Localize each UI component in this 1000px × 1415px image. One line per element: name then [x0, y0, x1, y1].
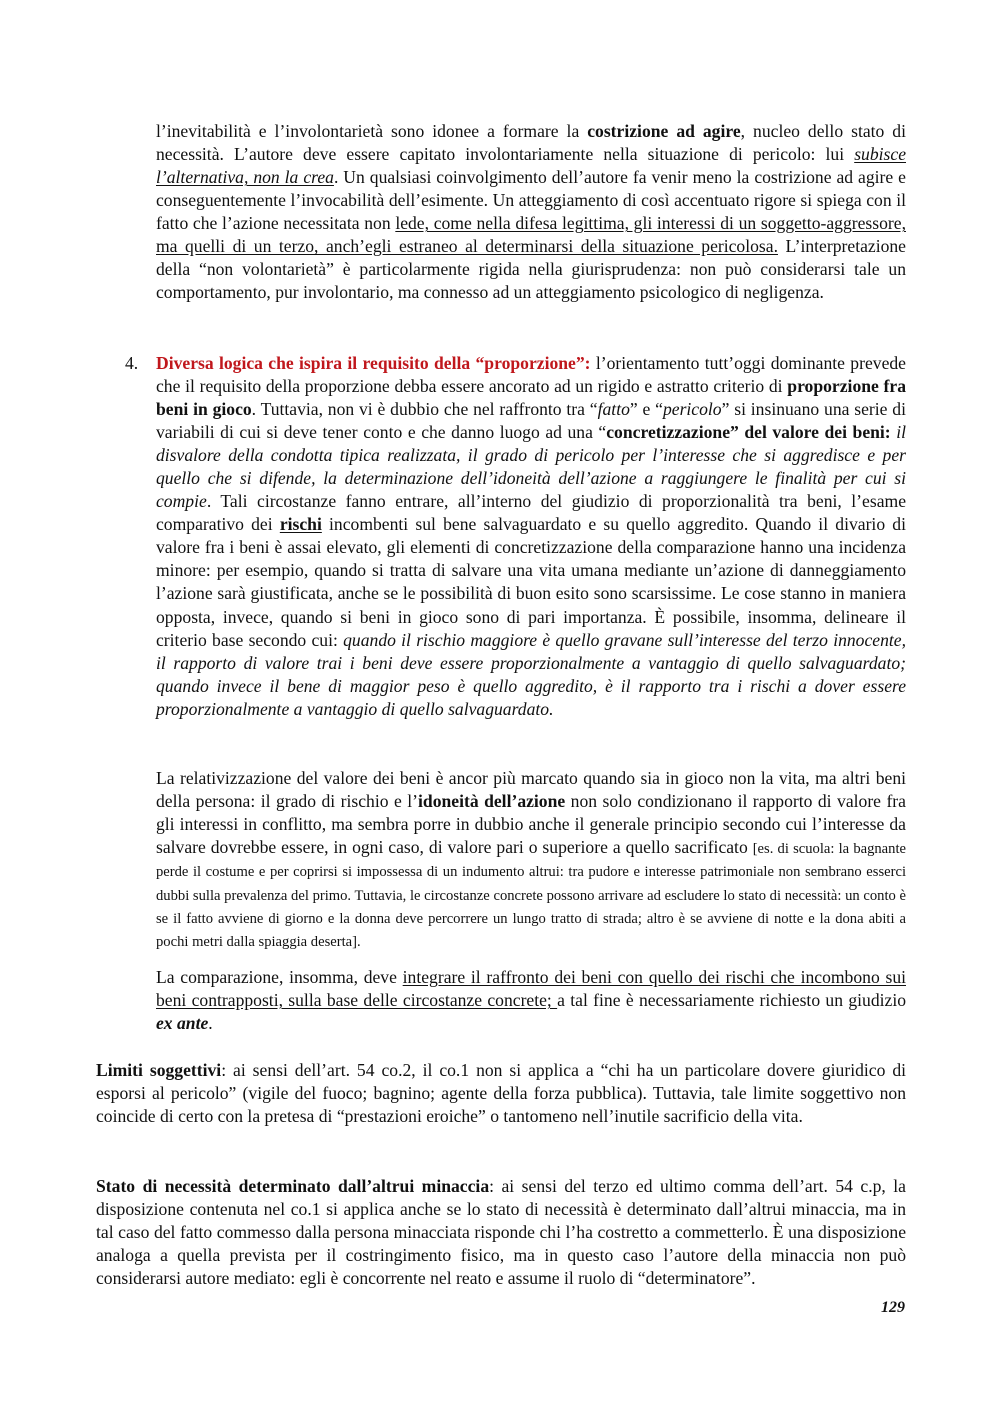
- bold-term: costrizione ad agire: [587, 121, 741, 141]
- example-note: [es. di scuola: la bagnante perde il costume e per coprirsi si impossessa di un indumento altrui: tra pudore e interesse patrimoniale non sembrano esserci dubbi sulla prevalenza del primo. Tuttavia, le circostanze concrete possono arrivare ad escludere lo stato di necessità: un conto è se il fatto avviene di giorno e la donna deve percorrere un lungo tratto di strada; altro è se avviene di notte e la dona abiti a pochi metri dalla spiaggia deserta].: [156, 841, 906, 950]
- text-run: : ai sensi dell’art. 54 co.2, il co.1 non si applica a “chi ha un particolare dovere giuridico di esporsi al pericolo” (vigile del fuoco; bagnino; agente della forza pubblica). Tuttavia, tale limite soggettivo non coincide di certo con la pretesa di “prestazioni eroiche” o tantomeno nell’inutile sacrificio della vita.: [96, 1060, 907, 1127]
- list-number: 4.: [125, 353, 139, 373]
- text-run: L’interpretazione della “non volontarietà” è particolarmente rigida nella giurisprudenza: non può considerarsi tale un comportamento, pur involontario, ma connesso ad un atteggiamento psicologico di negligenza.: [156, 236, 906, 303]
- paragraph-limiti-soggettivi: [96, 1059, 906, 1128]
- list-item-heading: Diversa logica che ispira il requisito della “proporzione”:: [156, 353, 591, 373]
- paragraph-involontarieta: [156, 120, 906, 304]
- text-run: ” e “: [629, 399, 663, 420]
- italic-passage: il disvalore della condotta tipica realizzata, il grado di pericolo per l’interesse che si aggredisce e per quello che si difende, la determinazione dell’idoneità dell’azione a raggiungere le finalità per cui si compie: [156, 422, 907, 512]
- italic-term: fatto: [597, 399, 630, 420]
- section-heading: Limiti soggettivi: [96, 1060, 222, 1080]
- text-run: l’orientamento tutt’oggi dominante prevede che il requisito della proporzione debba essere ancorato ad un rigido e astratto criterio di: [156, 353, 906, 397]
- text-run: La comparazione, insomma, deve: [156, 967, 403, 987]
- bold-underlined-term: rischi: [279, 514, 322, 535]
- list-item-proporzione: [156, 352, 906, 721]
- bold-term: proporzione fra beni in gioco: [156, 376, 906, 420]
- text-run: La relativizzazione del valore dei beni è ancor più marcato quando sia in gioco non la vita, ma altri beni della persona: il grado di rischio e l’: [156, 768, 906, 812]
- paragraph-relativizzazione: [156, 767, 906, 952]
- bold-italic-term: ex ante: [156, 1013, 209, 1034]
- paragraph-comparazione: La comparazione, insomma, deve integrare il raffronto dei beni con quello dei rischi che incombono sui beni contrapposti, sulla base delle circostanze concrete; a tal fine è necessariamente richiesto un giudizio ex ante.: [156, 967, 907, 1034]
- text-run: l’inevitabilità e l’involontarietà sono idonee a formare la: [156, 121, 588, 141]
- page-number: 129: [881, 1299, 905, 1316]
- underlined-phrase: lede, come nella difesa legittima, gli interessi di un soggetto-aggressore, ma quelli di un terzo, anch’egli estraneo al determinarsi della situazione pericolosa.: [156, 213, 906, 257]
- text-run: a tal fine è necessariamente richiesto un giudizio: [557, 990, 907, 1011]
- text-run: incombenti sul bene salvaguardato e su quello aggredito. Quando il divario di valore fra i beni è assai elevato, gli elementi di concretizzazione della comparazione hanno una incidenza minore: per esempio, quando si tratta di salvare una vita umana mediante un’azione di danneggiamento l’azione sarà giustificata, anche se le possibilità di buon esito sono scarsissime. Le cose stanno in maniera opposta, invece, quando si beni in gioco sono di pari importanza. È possibile, insomma, delineare il criterio base secondo cui:: [156, 514, 906, 650]
- underlined-phrase: integrare il raffronto dei beni con quello dei rischi che incombono sui beni contrapposti, sulla base delle circostanze concrete;: [156, 967, 906, 1011]
- text-run: , nucleo dello stato di necessità. L’autore deve essere capitato involontariamente nella situazione di pericolo: lui: [156, 121, 906, 165]
- paragraph-stato-necessita-minaccia: [96, 1175, 906, 1290]
- text-run: : ai sensi del terzo ed ultimo comma dell’art. 54 c.p, la disposizione contenuta nel co.1 si applica anche se lo stato di necessità è determinato dall’altrui minaccia, ma in tal caso del fatto commesso dalla persona minacciata risponde chi l’ha costretto a commetterlo. È una disposizione analoga a quella prevista per il costringimento fisico, ma in questo caso l’autore della minaccia non può considerarsi autore mediato: egli è concorrente nel reato e assume il ruolo di “determinatore”.: [96, 1176, 906, 1289]
- bold-term: concretizzazione” del valore dei beni:: [606, 422, 891, 443]
- section-heading: Stato di necessità determinato dall’altrui minaccia: [96, 1176, 490, 1196]
- italic-passage: quando il rischio maggiore è quello gravane sull’interesse del terzo innocente, il rapporto di valore trai i beni deve essere proporzionalmente a vantaggio di quello salvaguardato; quando invece il bene di maggior peso è quello aggredito, è il rapporto tra i rischi a dover essere proporzionalmente a vantaggio di quello salvaguardato.: [156, 629, 906, 719]
- text-run: . Tuttavia, non vi è dubbio che nel raffronto tra “: [251, 399, 598, 420]
- underlined-italic-phrase: subisce l’alternativa, non la crea: [156, 144, 906, 188]
- text-run: . Tali circostanze fanno entrare, all’interno del giudizio di proporzionalità tra beni, l’esame comparativo dei: [156, 491, 906, 535]
- bold-term: idoneità dell’azione: [418, 791, 566, 812]
- text-run: non solo condizionano il rapporto di valore fra gli interessi in conflitto, ma sembra porre in dubbio anche il generale principio secondo cui l’interesse da salvare dovrebbe essere, in ogni caso, di valore pari o superiore a quello sacrificato: [156, 791, 906, 858]
- text-run: . Un qualsiasi coinvolgimento dell’autore fa venir meno la costrizione ad agire e conseguentemente l’invocabilità dell’esimente. Un atteggiamento di così accentuato rigore si spiega con il fatto che l’azione necessitata non: [156, 167, 906, 234]
- text-run: ” si insinuano una serie di variabili di cui si deve tener conto e che danno luogo ad una “: [156, 399, 906, 443]
- italic-term: pericolo: [662, 399, 722, 420]
